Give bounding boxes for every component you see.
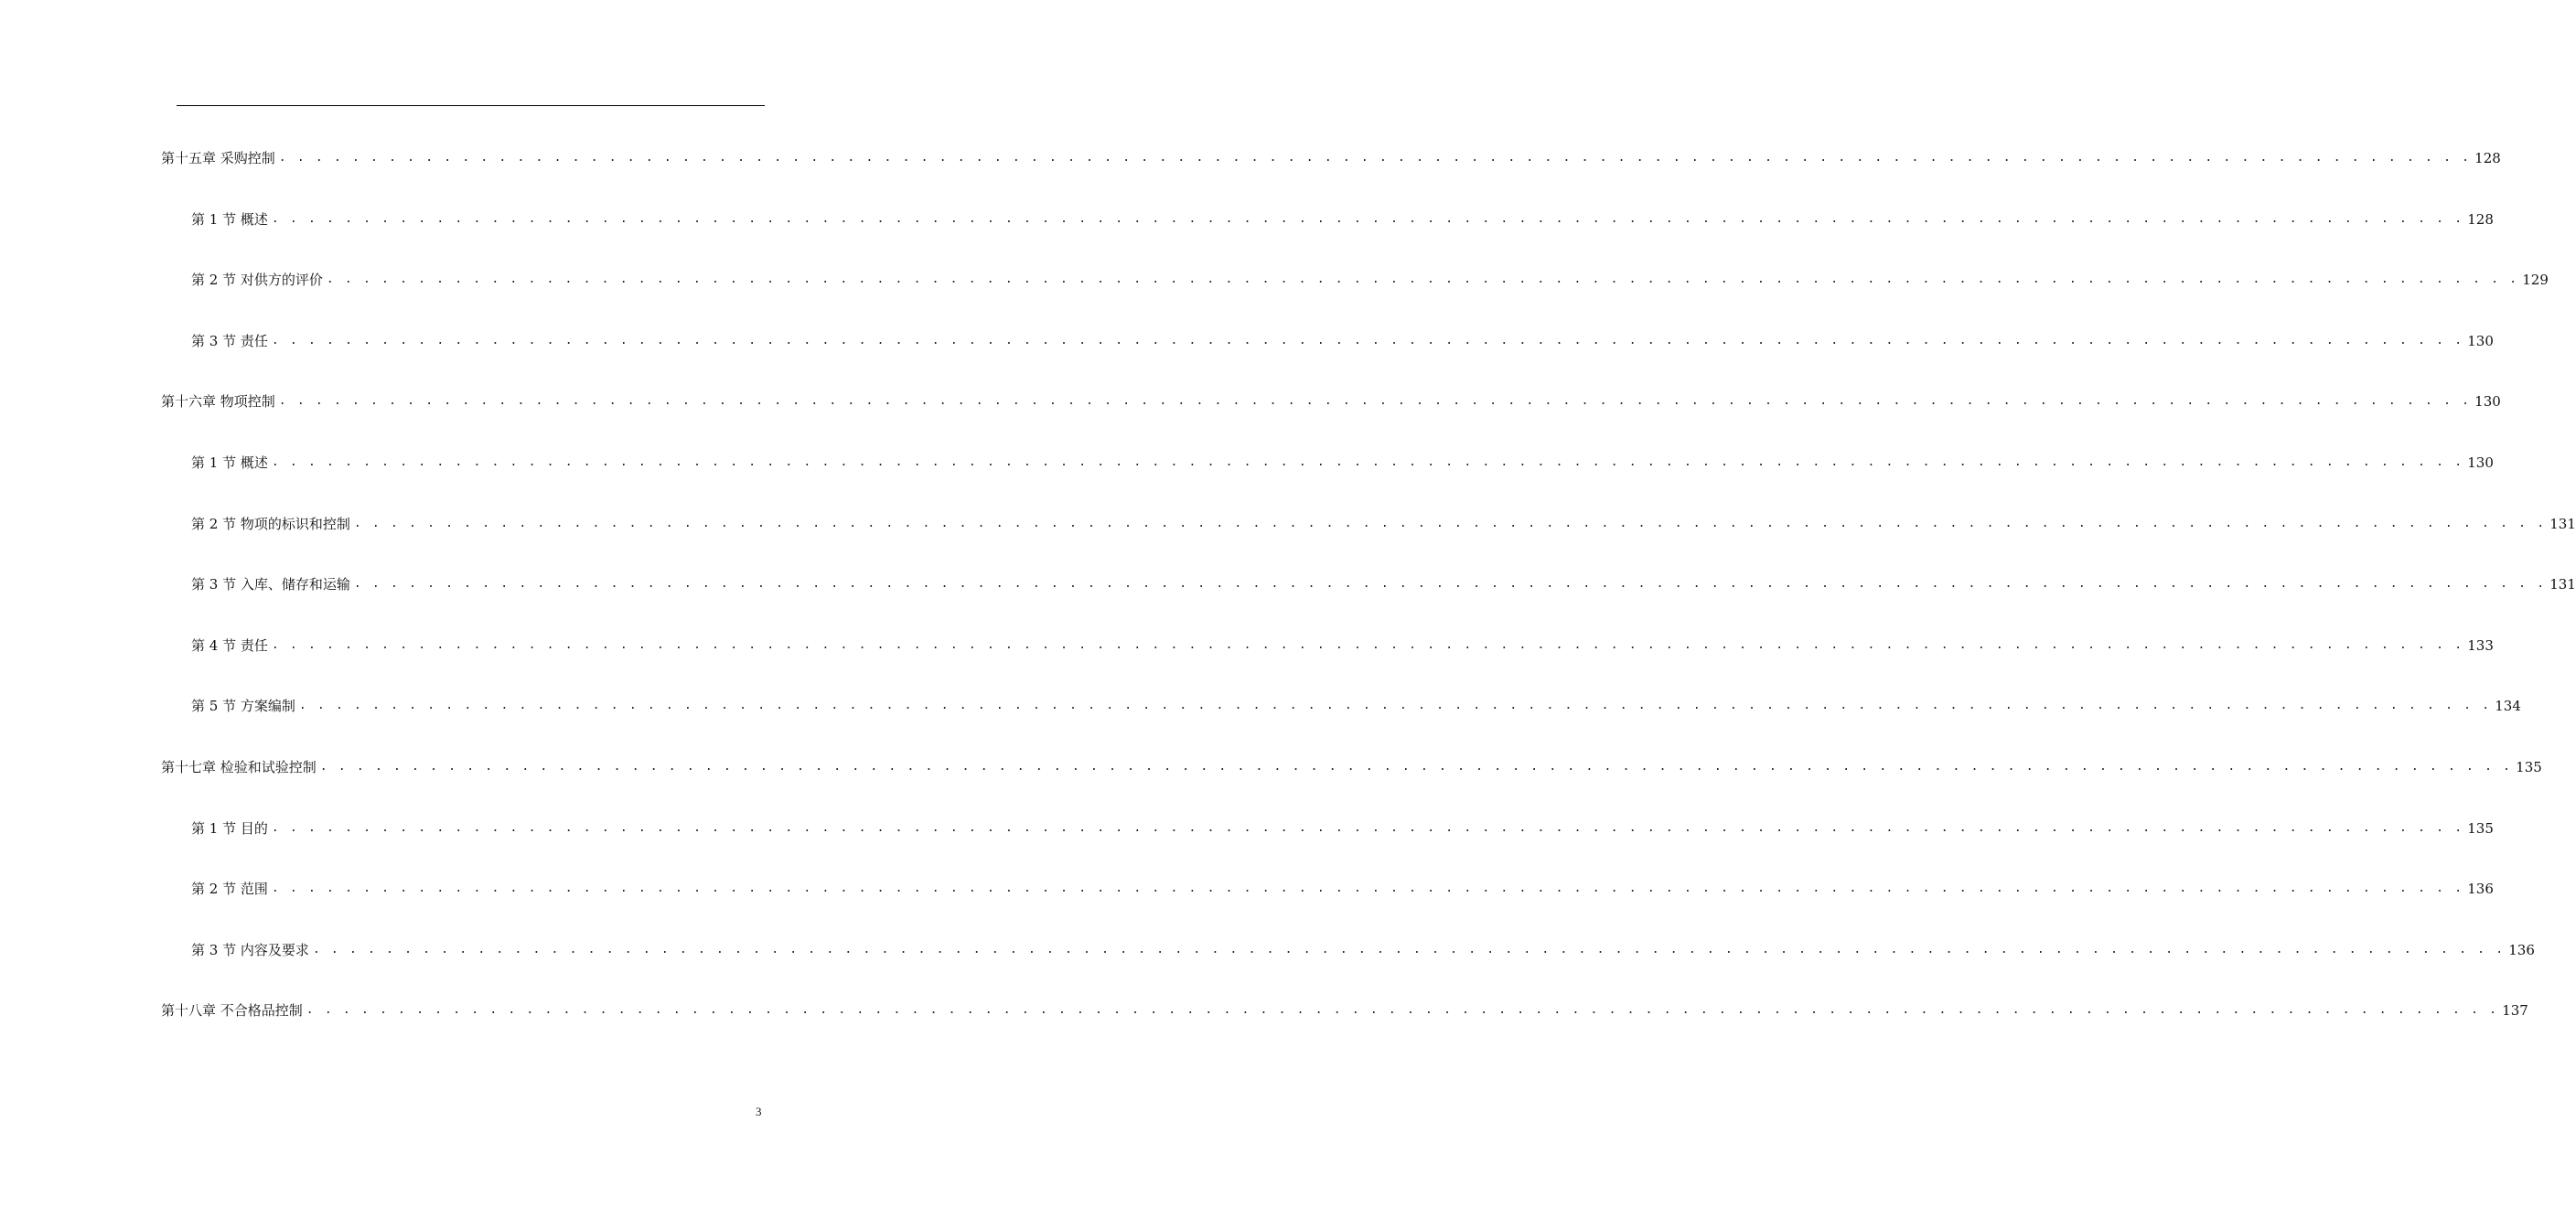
toc-chapter-entry[interactable] (161, 999, 2528, 1021)
toc-entry-page: 128 (2474, 150, 2501, 166)
toc-entry-label: 第 1 节 概述 (191, 454, 268, 471)
toc-section-entry[interactable] (191, 695, 2521, 717)
toc-entry-label: 第十七章 检验和试验控制 (161, 759, 317, 775)
toc-dot-leader: . . . . . . . . . . . . . . . . . . . . . . . . . . . . . . . . . . . . . . . . . . . . . . . . . . . . . . . . . . . . . . . . . . . . . . . . . . . . . . . . . . . . . . . . . . . . . . . . . . . . . . . . . . . . . . . . . . . . . . . . (271, 455, 2464, 469)
toc-section-entry[interactable] (191, 573, 2576, 595)
toc-dot-leader: . . . . . . . . . . . . . . . . . . . . . . . . . . . . . . . . . . . . . . . . . . . . . . . . . . . . . . . . . . . . . . . . . . . . . . . . . . . . . . . . . . . . . . . . . . . . . . . . . . . . . . . . . . . . . . . . . . . . . . . . (271, 882, 2464, 896)
toc-section-entry[interactable] (191, 939, 2535, 961)
toc-entry-page: 130 (2467, 332, 2494, 349)
toc-dot-leader: . . . . . . . . . . . . . . . . . . . . . . . . . . . . . . . . . . . . . . . . . . . . . . . . . . . . . . . . . . . . . . . . . . . . . . . . . . . . . . . . . . . . . . . . . . . . . . . . . . . . . . . . . . . . . . . . . . . . . . . . (271, 333, 2464, 347)
toc-entry-label: 第 2 节 对供方的评价 (191, 272, 323, 289)
toc-entry-label: 第 3 节 入库、储存和运输 (191, 576, 350, 593)
toc-chapter-entry[interactable] (161, 756, 2542, 778)
toc-dot-leader: . . . . . . . . . . . . . . . . . . . . . . . . . . . . . . . . . . . . . . . . . . . . . . . . . . . . . . . . . . . . . . . . . . . . . . . . . . . . . . . . . . . . . . . . . . . . . . . . . . . . . . . . . . . . . . . . . . . . . . . . (271, 820, 2464, 835)
toc-entry-label: 第 3 节 责任 (191, 332, 268, 349)
toc-dot-leader: . . . . . . . . . . . . . . . . . . . . . . . . . . . . . . . . . . . . . . . . . . . . . . . . . . . . . . . . . . . . . . . . . . . . . . . . . . . . . . . . . . . . . . . . . . . . . . . . . . . . . . . . . . . . . . . . . . . . . . . . (271, 211, 2464, 226)
toc-entry-label: 第 2 节 物项的标识和控制 (191, 515, 350, 532)
toc-entry-page: 130 (2474, 393, 2501, 411)
toc-entry-page: 131 (2549, 576, 2576, 593)
toc-entry-page: 137 (2502, 1002, 2528, 1020)
toc-dot-leader: . . . . . . . . . . . . . . . . . . . . . . . . . . . . . . . . . . . . . . . . . . . . . . . . . . . . . . . . . . . . . . . . . . . . . . . . . . . . . . . . . . . . . . . . . . . . . . . . . . . . . . . . . . . . . . . . . . . . . . . . (271, 637, 2464, 652)
toc-dot-leader: . . . . . . . . . . . . . . . . . . . . . . . . . . . . . . . . . . . . . . . . . . . . . . . . . . . . . . . . . . . . . . . . . . . . . . . . . . . . . . . . . . . . . . . . . . . . . . . . . . . . . . . . . . . . . . . . . . . . . . . . (298, 699, 2492, 713)
toc-entry-page: 135 (2467, 819, 2494, 837)
toc-entry-page: 131 (2549, 515, 2576, 532)
toc-dot-leader: . . . . . . . . . . . . . . . . . . . . . . . . . . . . . . . . . . . . . . . . . . . . . . . . . . . . . . . . . . . . . . . . . . . . . . . . . . . . . . . . . . . . . . . . . . . . . . . . . . . . . . . . . . . . . . . . . . . . . . . . (312, 942, 2506, 956)
toc-chapter-entry[interactable] (161, 147, 2501, 169)
toc-entry-label: 第 1 节 目的 (191, 819, 268, 837)
toc-entry-label: 第 5 节 方案编制 (191, 698, 295, 715)
toc-entry-label: 第 2 节 范围 (191, 881, 268, 898)
toc-entry-page: 136 (2467, 881, 2494, 898)
toc-entry-label: 第十八章 不合格品控制 (161, 1002, 303, 1020)
toc-entry-page: 129 (2522, 272, 2549, 289)
toc-section-entry[interactable] (191, 818, 2494, 839)
toc-entry-label: 第 1 节 概述 (191, 210, 268, 228)
toc-dot-leader: . . . . . . . . . . . . . . . . . . . . . . . . . . . . . . . . . . . . . . . . . . . . . . . . . . . . . . . . . . . . . . . . . . . . . . . . . . . . . . . . . . . . . . . . . . . . . . . . . . . . . . . . . . . . . . . . . . . . . . . . (353, 516, 2547, 530)
toc-section-entry[interactable] (191, 513, 2576, 535)
toc-entry-page: 135 (2516, 759, 2542, 775)
toc-dot-leader: . . . . . . . . . . . . . . . . . . . . . . . . . . . . . . . . . . . . . . . . . . . . . . . . . . . . . . . . . . . . . . . . . . . . . . . . . . . . . . . . . . . . . . . . . . . . . . . . . . . . . . . . . . . . . . . . . . . . . . . . (278, 151, 2472, 165)
toc-chapter-entry[interactable] (161, 390, 2501, 412)
toc-entry-page: 128 (2467, 210, 2494, 228)
toc-entry-label: 第 3 节 内容及要求 (191, 941, 309, 958)
toc-entry-label: 第十六章 物项控制 (161, 393, 275, 411)
page-number: 3 (756, 1105, 762, 1118)
toc-section-entry[interactable] (191, 208, 2494, 230)
toc-dot-leader: . . . . . . . . . . . . . . . . . . . . . . . . . . . . . . . . . . . . . . . . . . . . . . . . . . . . . . . . . . . . . . . . . . . . . . . . . . . . . . . . . . . . . . . . . . . . . . . . . . . . . . . . . . . . . . . . . . . . . . . . (326, 273, 2519, 287)
toc-entry-page: 134 (2495, 698, 2521, 715)
toc-entry-label: 第 4 节 责任 (191, 636, 268, 654)
toc-section-entry[interactable] (191, 452, 2494, 474)
toc-entry-page: 136 (2508, 941, 2535, 958)
toc-entry-page: 130 (2467, 454, 2494, 471)
toc-entry-label: 第十五章 采购控制 (161, 150, 275, 166)
toc-section-entry[interactable] (191, 878, 2494, 900)
toc-dot-leader: . . . . . . . . . . . . . . . . . . . . . . . . . . . . . . . . . . . . . . . . . . . . . . . . . . . . . . . . . . . . . . . . . . . . . . . . . . . . . . . . . . . . . . . . . . . . . . . . . . . . . . . . . . . . . . . . . . . . . . . . (278, 394, 2472, 409)
toc-section-entry[interactable] (191, 330, 2494, 352)
toc-dot-leader: . . . . . . . . . . . . . . . . . . . . . . . . . . . . . . . . . . . . . . . . . . . . . . . . . . . . . . . . . . . . . . . . . . . . . . . . . . . . . . . . . . . . . . . . . . . . . . . . . . . . . . . . . . . . . . . . . . . . . . . . (306, 1003, 2499, 1018)
toc-dot-leader: . . . . . . . . . . . . . . . . . . . . . . . . . . . . . . . . . . . . . . . . . . . . . . . . . . . . . . . . . . . . . . . . . . . . . . . . . . . . . . . . . . . . . . . . . . . . . . . . . . . . . . . . . . . . . . . . . . . . . . . . (353, 577, 2547, 592)
toc-section-entry[interactable] (191, 269, 2549, 291)
toc-entry-page: 133 (2467, 636, 2494, 654)
toc-dot-leader: . . . . . . . . . . . . . . . . . . . . . . . . . . . . . . . . . . . . . . . . . . . . . . . . . . . . . . . . . . . . . . . . . . . . . . . . . . . . . . . . . . . . . . . . . . . . . . . . . . . . . . . . . . . . . . . . . . . . . . . . (319, 760, 2513, 774)
toc-section-entry[interactable] (191, 635, 2494, 657)
